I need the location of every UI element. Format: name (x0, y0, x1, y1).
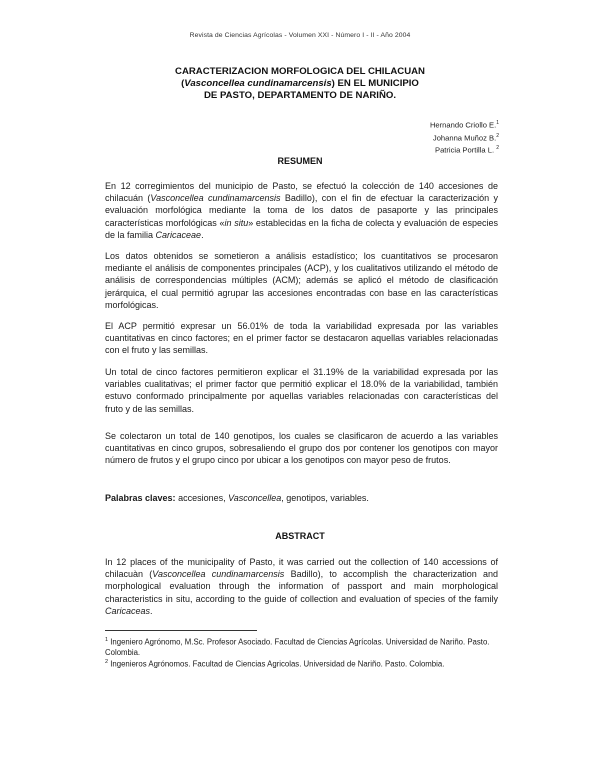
author-1-mark: 1 (496, 120, 499, 126)
title-species: Vasconcellea cundinamarcensis (184, 78, 332, 89)
abstract-p1-family: Caricaceas (105, 605, 151, 616)
resumen-p1-text-a: En 12 corregimientos del municipio de Pasto, se efectuó la colección de 140 accesiones de chilacuán ( (105, 181, 498, 204)
author-1-name: Hernando Criollo E. (429, 120, 497, 130)
resumen-p1-insitu: in situ (224, 217, 249, 228)
footnote-2-text: Ingenieros Agrónomos. Facultad de Ciencias Agricolas. Universidad de Nariño. Pasto. Colombia. (108, 659, 445, 669)
footnote-1-mark: 1 (105, 637, 109, 643)
keywords (105, 492, 498, 504)
resumen-p1-text-c: » establecidas en la ficha de colecta y evaluación de especies de la familia (105, 217, 499, 240)
resumen-paragraph-2: Los datos obtenidos se sometieron a análisis estadístico; los cuantitativos se procesaron mediante el análisis de componentes principales (ACP), y los cualitativos utilizando el método de análisis de correspondencias múltiples (ACM); además se aplicó el método de clasificación jerárquica, el cual permitió agrupar las accesiones encontradas con base en las características morfológicas. (105, 251, 498, 310)
resumen-p1-species: Vasconcellea cundinamarcensis (150, 193, 281, 204)
title-line-3: DE PASTO, DEPARTAMENTO DE NARIÑO. (203, 90, 397, 101)
resumen-heading: RESUMEN (277, 156, 323, 166)
title-line-2: (Vasconcellea cundinamarcensis) EN EL MUNICIPIO (181, 78, 419, 89)
author-2 (430, 131, 499, 144)
keywords-label: Palabras claves: (105, 493, 176, 503)
author-3 (430, 143, 499, 156)
abstract-p1-text-c: . (150, 605, 153, 616)
resumen-paragraph-4: Un total de cinco factores permitieron explicar el 31.19% de la variabilidad expresada por las variables cualitativas; el primer factor que permitió explicar el 18.0% de la variabilidad, también estuvo conformado principalmente por aquellas variables relacionadas con características del fruto y de las semillas. (105, 367, 498, 414)
abstract-p1-text-b: Badillo), to accomplish the characterization and morphological evaluation through the information of passport and main morphological characteristics in situ, according to the guide of collection and evaluation of species of the family (105, 569, 498, 604)
author-list (430, 118, 499, 156)
author-3-name: Patricia Portilla L. (435, 145, 495, 155)
footnote-1 (105, 635, 498, 659)
resumen-p1-family: Caricaceae (155, 229, 202, 240)
resumen-paragraph-5: Se colectaron un total de 140 genotipos, los cuales se clasificaron de acuerdo a las variables cuantitativas en cinco grupos, sobresaliendo el grupo dos por contener los genotipos con mayor número de frutos y el grupo cinco por ubicar a los genotipos con mayor peso de frutos. (105, 431, 498, 466)
abstract-paragraph-1 (105, 556, 498, 617)
abstract-p1-species: Vasconcellea cundinamarcensis (152, 569, 285, 580)
abstract-p1-text-a: In 12 places of the municipality of Pasto, it was carried out the collection of 140 accessions of chilacuàn ( (105, 557, 498, 580)
author-1 (430, 118, 499, 131)
author-2-mark: 2 (496, 132, 499, 139)
paper-title (60, 66, 540, 102)
footnote-divider (105, 630, 257, 631)
resumen-p1-text-d: . (201, 229, 204, 240)
resumen-p1-text-b: Badillo), con el fin de efectuar la caracterización y evaluación morfológica mediante la toma de los datos de pasaporte y las principales características morfológicas « (105, 193, 498, 228)
author-3-mark: 2 (496, 145, 499, 152)
running-head: Revista de Ciencias Agrícolas - Volumen XXI - Número I - II - Año 2004 (189, 32, 411, 39)
footnote-2-mark: 2 (105, 659, 109, 665)
keywords-text-a: accesiones, (175, 493, 229, 503)
title-line-2-rest: ) EN EL MUNICIPIO (331, 78, 419, 89)
resumen-paragraph-1 (105, 180, 498, 241)
title-line-1: CARACTERIZACION MORFOLOGICA DEL CHILACUAN (175, 66, 425, 77)
keywords-text-b: , genotipos, variables. (281, 493, 369, 503)
footnote-1-text: Ingeniero Agrónomo, M.Sc. Profesor Asociado. Facultad de Ciencias Agrícolas. Universidad de Nariño. Pasto. Colombia. (105, 637, 490, 658)
footnote-2 (105, 657, 498, 670)
abstract-heading: ABSTRACT (275, 531, 325, 541)
keywords-genus: Vasconcellea (228, 493, 282, 503)
author-2-name: Johanna Muñoz B. (432, 133, 497, 143)
resumen-paragraph-3: El ACP permitió expresar un 56.01% de toda la variabilidad expresada por las variables cuantitativas en cinco factores; en el primer factor se destacaron aquellas variables relacionadas con el fruto y las semillas. (105, 321, 498, 356)
